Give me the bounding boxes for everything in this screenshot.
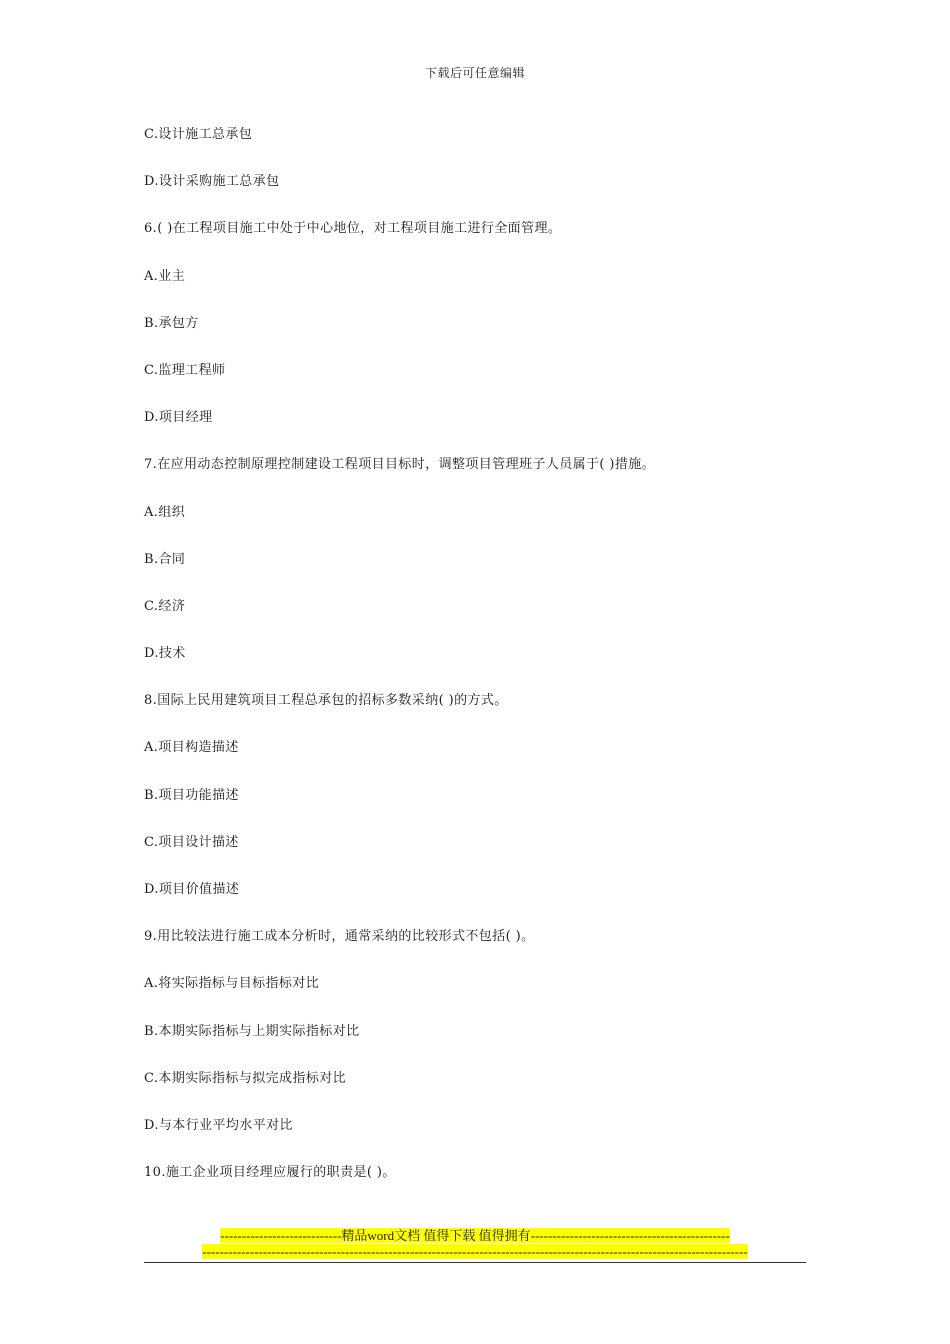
option-line: C.项目设计描述	[144, 834, 239, 850]
page-footer	[144, 1228, 806, 1260]
footer-banner-line-1	[144, 1228, 806, 1244]
page-header: 下载后可任意编辑	[424, 66, 525, 80]
option-line: A.将实际指标与目标指标对比	[144, 976, 320, 992]
option-line: D.技术	[144, 646, 186, 662]
question-line: 10.施工企业项目经理应履行的职责是( )。	[144, 1165, 396, 1181]
option-line: D.项目经理	[144, 410, 213, 426]
option-line: C.本期实际指标与拟完成指标对比	[144, 1070, 347, 1086]
footer-banner-text-2: ------------------------------------------------------------------------------------------------------------------------------	[202, 1244, 748, 1259]
option-line: D.与本行业平均水平对比	[144, 1117, 293, 1133]
option-line: A.业主	[144, 268, 186, 284]
footer-divider	[144, 1262, 806, 1263]
option-line: D.项目价值描述	[144, 882, 240, 897]
option-line: B.合同	[144, 551, 186, 567]
option-line: C.设计施工总承包	[144, 127, 253, 142]
option-line: C.监理工程师	[144, 362, 226, 378]
question-line: 9.用比较法进行施工成本分析时，通常采纳的比较形式不包括( )。	[144, 929, 535, 945]
option-line: B.本期实际指标与上期实际指标对比	[144, 1023, 360, 1039]
option-line: A.组织	[144, 504, 186, 520]
option-line: B.项目功能描述	[144, 787, 239, 803]
footer-banner-text-1: ----------------------------精品word文档 值得下载 值得拥有----------------------------------------------	[220, 1228, 730, 1243]
option-line: B.承包方	[144, 315, 199, 331]
question-line: 7.在应用动态控制原理控制建设工程项目目标时，调整项目管理班子人员属于( )措施。	[144, 457, 656, 473]
option-line: D.设计采购施工总承包	[144, 174, 280, 190]
question-line: 8.国际上民用建筑项目工程总承包的招标多数采纳( )的方式。	[144, 693, 508, 709]
option-line: A.项目构造描述	[144, 740, 239, 756]
question-list	[144, 124, 824, 1209]
option-line: C.经济	[144, 598, 186, 614]
footer-banner-line-2	[144, 1244, 806, 1260]
question-line: 6.( )在工程项目施工中处于中心地位，对工程项目施工进行全面管理。	[144, 221, 562, 237]
